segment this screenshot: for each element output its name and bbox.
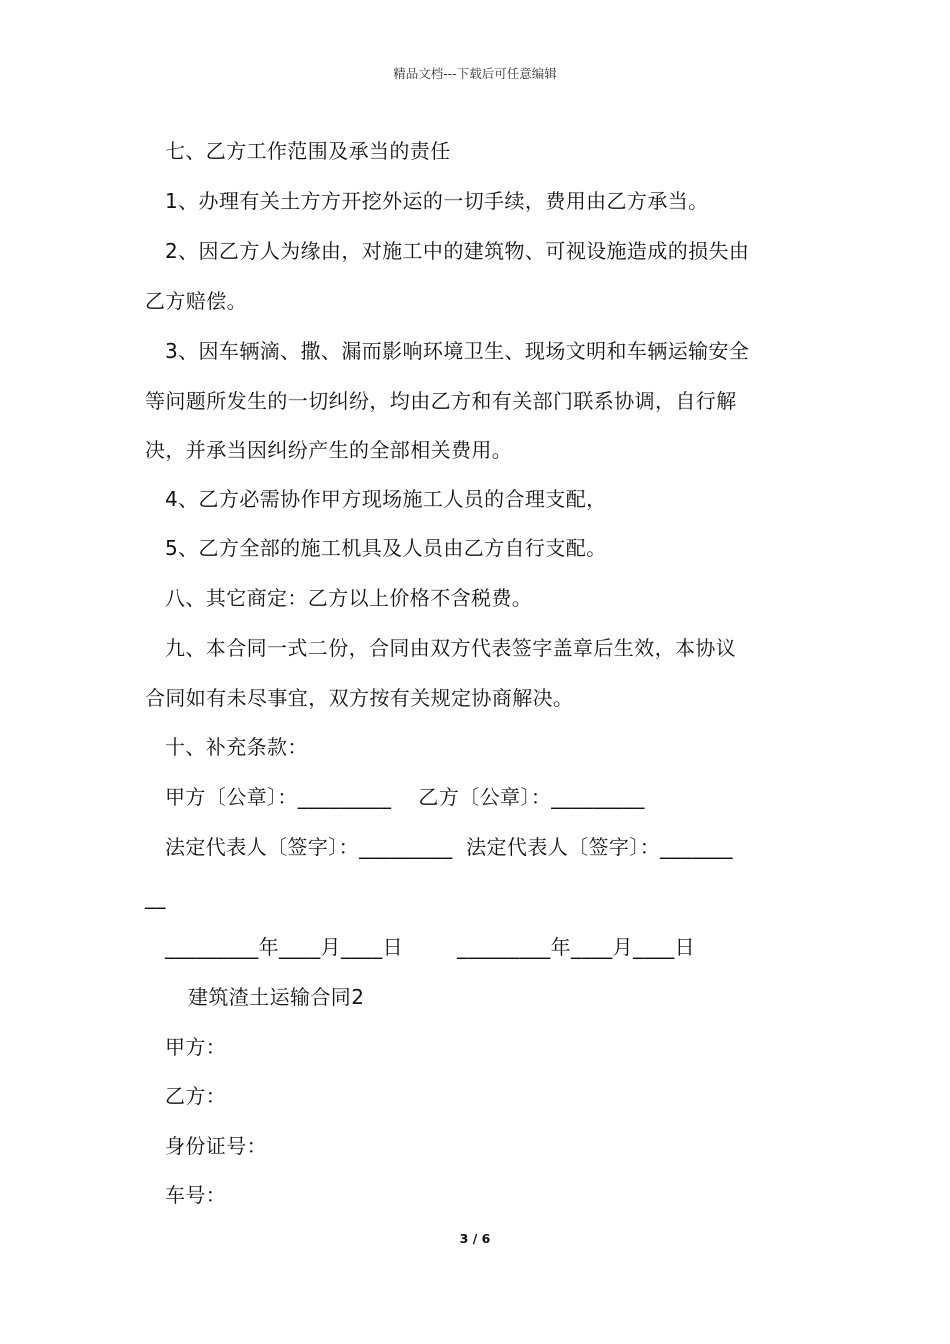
contract-2-title: 建筑渣土运输合同2: [188, 985, 365, 1009]
signature-line-wrap: __: [145, 885, 166, 909]
clause-7-1: 1、办理有关土方方开挖外运的一切手续，费用由乙方承当。: [165, 189, 709, 213]
section-10-heading: 十、补充条款：: [165, 735, 308, 759]
clause-7-5: 5、乙方全部的施工机具及人员由乙方自行支配。: [165, 536, 607, 560]
clause-7-2-line-2: 乙方赔偿。: [145, 289, 247, 313]
section-9-line-2: 合同如有未尽事宜，双方按有关规定协商解决。: [145, 686, 574, 710]
section-9-line-1: 九、本合同一式二份，合同由双方代表签字盖章后生效，本协议: [165, 636, 737, 660]
section-8: 八、其它商定：乙方以上价格不含税费。: [165, 586, 533, 610]
page-header: 精品文档---下载后可任意编辑: [393, 66, 557, 81]
party-b-label: 乙方：: [165, 1084, 227, 1108]
clause-7-2-line-1: 2、因乙方人为缘由，对施工中的建筑物、可视设施造成的损失由: [165, 239, 750, 263]
page-number: 3 / 6: [459, 1231, 491, 1246]
section-7-heading: 七、乙方工作范围及承当的责任: [165, 139, 451, 163]
clause-7-3-line-1: 3、因车辆滴、撒、漏而影响环境卫生、现场文明和车辆运输安全: [165, 339, 750, 363]
clause-7-3-line-2: 等问题所发生的一切纠纷，均由乙方和有关部门联系协调，自行解: [145, 389, 737, 413]
id-number-label: 身份证号：: [165, 1134, 267, 1158]
clause-7-4: 4、乙方必需协作甲方现场施工人员的合理支配，: [165, 487, 607, 511]
seal-line: 甲方〔公章〕：_________ 乙方〔公章〕：_________: [165, 785, 645, 809]
date-line: _________年____月____日 _________年____月____日: [165, 935, 696, 959]
signature-line: 法定代表人〔签字〕：_________ 法定代表人〔签字〕：_______: [165, 835, 733, 859]
party-a-label: 甲方：: [165, 1035, 227, 1059]
vehicle-number-label: 车号：: [165, 1183, 227, 1207]
clause-7-3-line-3: 决，并承当因纠纷产生的全部相关费用。: [145, 438, 513, 462]
